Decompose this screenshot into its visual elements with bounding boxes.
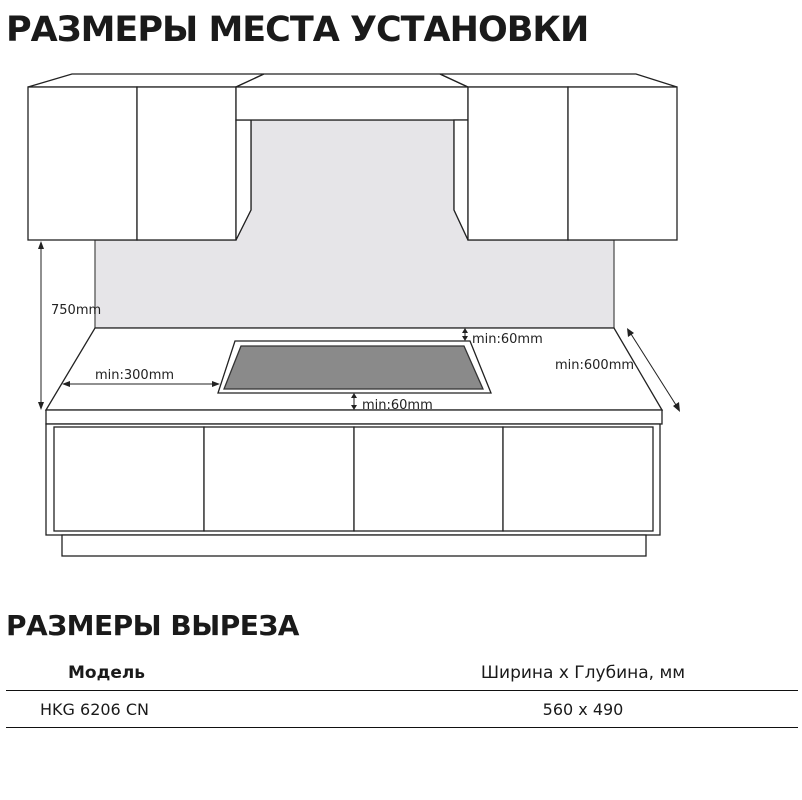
hood-top (236, 74, 468, 87)
base-cabinet-door-1 (54, 427, 204, 531)
depth-arrow-bottom (673, 402, 680, 412)
back-gap-label: min:60mm (472, 332, 543, 347)
installation-title: РАЗМЕРЫ МЕСТА УСТАНОВКИ (6, 10, 589, 50)
upper-cabinet-left-1 (28, 87, 137, 240)
height-arrow-bottom (38, 402, 44, 410)
range-hood (236, 87, 468, 120)
model-cell: HKG 6206 CN (40, 699, 149, 719)
hob-glass (224, 346, 483, 389)
upper-cabinet-right-top (440, 74, 677, 87)
depth-label: min:600mm (555, 358, 635, 373)
upper-cabinet-right-2 (568, 87, 677, 240)
plinth (62, 535, 646, 556)
base-cabinet-door-4 (503, 427, 653, 531)
base-cabinet-door-2 (204, 427, 354, 531)
side-gap-label: min:300mm (95, 368, 175, 383)
depth-arrow-top (627, 328, 634, 337)
size-cell: 560 x 490 (542, 699, 624, 719)
base-cabinet-door-3 (354, 427, 503, 531)
upper-cabinet-left-top (28, 74, 264, 87)
column-header-model: Модель (68, 663, 146, 683)
table-row (6, 691, 798, 728)
cutout-title: РАЗМЕРЫ ВЫРЕЗА (6, 609, 299, 642)
cutout-table (6, 656, 798, 728)
upper-cabinet-right-1 (468, 87, 568, 240)
front-gap-label: min:60mm (362, 398, 433, 413)
countertop-front-edge (46, 410, 662, 424)
height-arrow-top (38, 241, 44, 249)
column-header-size: Ширина х Глубина, мм (480, 663, 686, 683)
height-label: 750mm (51, 303, 102, 318)
upper-cabinet-left-2 (137, 87, 236, 240)
table-header-row (6, 656, 798, 691)
